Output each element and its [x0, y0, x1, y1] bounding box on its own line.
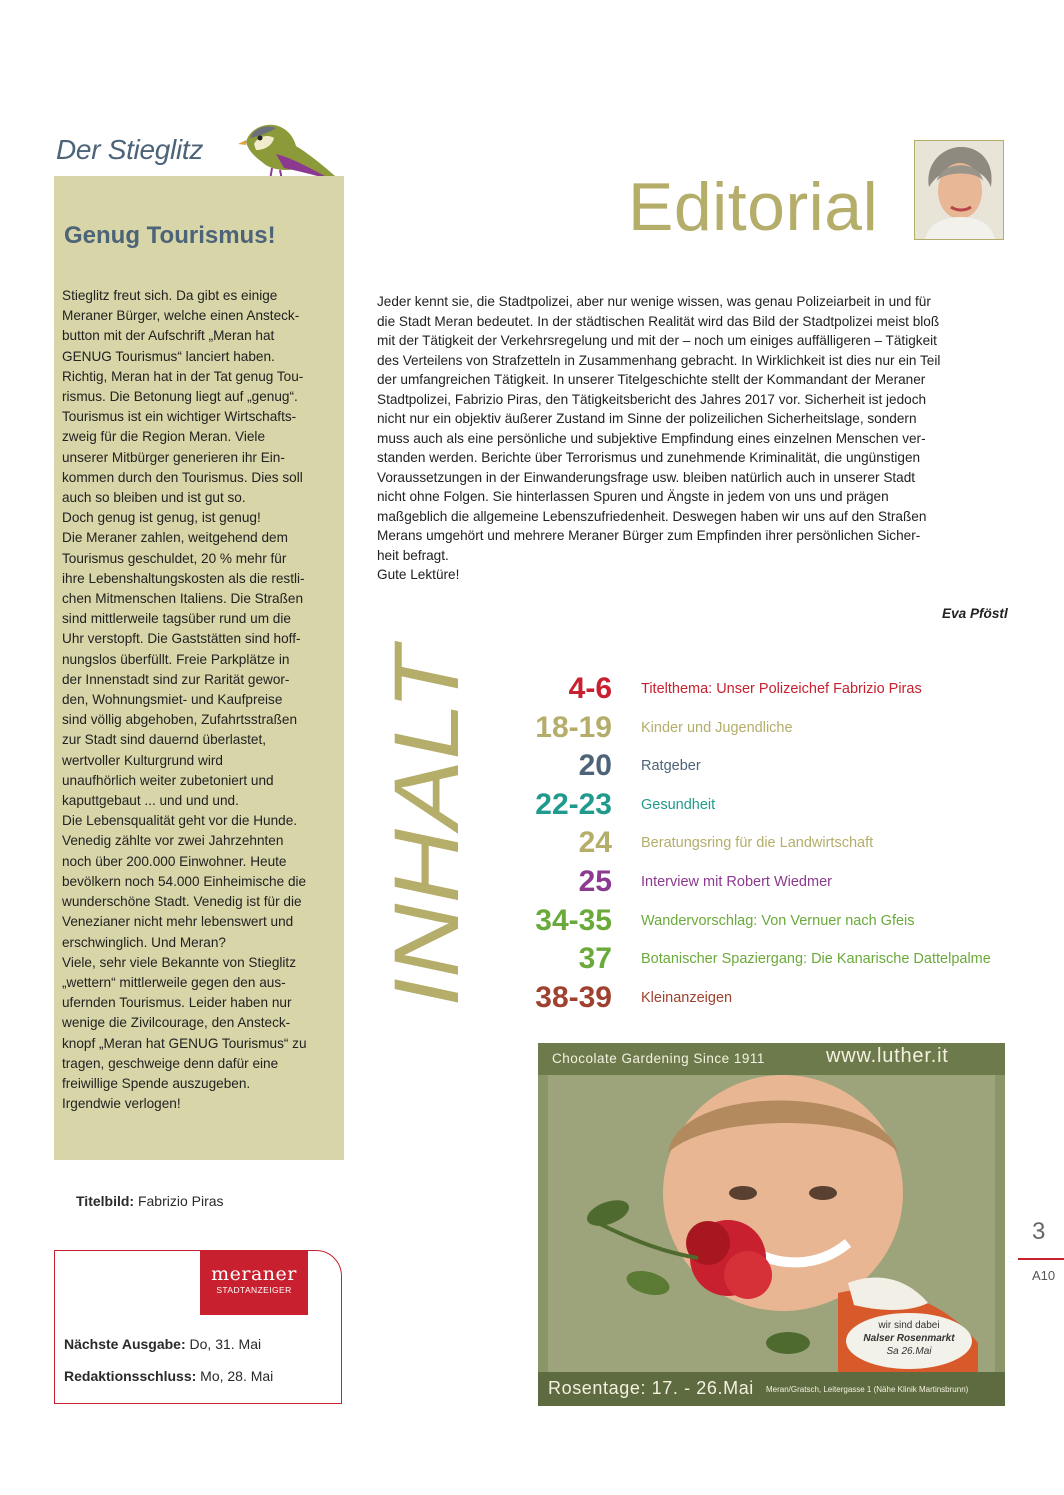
- ad-address: Meran/Gratsch, Leitergasse 1 (Nähe Klinik Martinsbrunn): [766, 1385, 969, 1394]
- luther-advertisement[interactable]: [538, 1043, 1005, 1406]
- editorial-line: Stadtpolizei, Fabrizio Piras, den Tätigkeitsbericht des Jahres 2017 vor. Sicherheit ist jedoch: [377, 391, 927, 407]
- editorial-line: nicht ohne Folgen. Sie hinterlassen Spuren und Ängste in jedem von uns und prägen: [377, 489, 889, 504]
- toc-label: Botanischer Spaziergang: Die Kanarische Dattelpalme: [641, 951, 991, 967]
- stieglitz-line: nungslos überfüllt. Freie Parkplätze in: [62, 651, 290, 667]
- page-number: 3: [1032, 1218, 1046, 1245]
- editorial-line: standen werden. Berichte über Terrorismus und zunehmende Kriminalität, die ungünstigen: [377, 450, 921, 465]
- stieglitz-line: chen Mitmenschen Italiens. Die Straßen: [62, 591, 304, 607]
- stieglitz-line: ufernden Tourismus. Leider haben nur: [62, 995, 292, 1011]
- stieglitz-line: Viele, sehr viele Bekannte von Stieglitz: [62, 954, 297, 970]
- toc-label: Ratgeber: [641, 758, 701, 774]
- stieglitz-line: der Innenstadt sind zur Rarität gewor-: [62, 671, 290, 687]
- page-rule: [1018, 1258, 1064, 1260]
- page-code: A10: [1032, 1268, 1056, 1283]
- stieglitz-line: tragen, geschweige denn dafür eine: [62, 1055, 279, 1071]
- editorial-line: Jeder kennt sie, die Stadtpolizei, aber nur wenige wissen, was genau Polizeiarbeit in und für: [377, 294, 931, 309]
- stieglitz-line: knopf „Meran hat GENUG Tourismus“ zu: [62, 1035, 307, 1051]
- editorial-line: Voraussetzungen in der Einwanderungsfrage usw. bleiben natürlich auch in unserer Stadt: [377, 469, 916, 485]
- stieglitz-line: GENUG Tourismus“ lanciert haben.: [62, 348, 275, 364]
- stieglitz-line: Stieglitz freut sich. Da gibt es einige: [62, 288, 278, 303]
- ad-badge: [846, 1313, 972, 1369]
- stieglitz-heading: Genug Tourismus!: [64, 222, 276, 249]
- toc-item[interactable]: [520, 904, 1040, 940]
- cover-credit-label: Titelbild:: [76, 1193, 135, 1209]
- stieglitz-line: Meraner Bürger, welche einen Ansteck-: [62, 308, 300, 324]
- editorial-line: Merans umgehört und mehrere Meraner Bürger zum Empfinden ihrer persönlichen Sicher-: [377, 528, 921, 543]
- portrait-image: [915, 141, 1003, 239]
- toc-item[interactable]: [520, 749, 1040, 785]
- author-portrait: [914, 140, 1004, 240]
- toc-page-number: 22-23: [535, 788, 612, 821]
- badge-line: Sa 26.Mai: [886, 1346, 932, 1357]
- editorial-deadline: [64, 1368, 273, 1384]
- editorial-line: heit befragt.: [377, 547, 449, 563]
- stieglitz-line: sind mittlerweile tagsüber rund um die: [62, 611, 291, 627]
- stieglitz-line: kaputtgebaut ... und und und.: [62, 793, 239, 809]
- toc-item[interactable]: [520, 942, 1040, 978]
- stieglitz-line: „wettern“ mittlerweile gegen den aus-: [62, 974, 286, 990]
- editorial-line: Gute Lektüre!: [377, 567, 460, 582]
- toc-page-number: 37: [578, 942, 612, 975]
- stieglitz-line: Tourismus geschuldet, 20 % mehr für: [62, 550, 287, 566]
- toc-page-number: 25: [578, 865, 612, 898]
- toc-item[interactable]: [520, 711, 1040, 747]
- cover-credit-value: Fabrizio Piras: [134, 1193, 224, 1209]
- ad-footer: [538, 1372, 1005, 1406]
- stieglitz-line: wenige die Zivilcourage, den Ansteck-: [62, 1015, 291, 1031]
- stieglitz-line: erschwinglich. Und Meran?: [62, 934, 226, 950]
- editorial-line: maßgeblich die allgemeine Lebenszufriedenheit. Deswegen haben wir uns auf den Straßen: [377, 508, 927, 524]
- stieglitz-line: kommen durch den Tourismus. Dies soll: [62, 469, 303, 485]
- stieglitz-line: wunderschöne Stadt. Venedig ist für die: [62, 894, 302, 910]
- meraner-logo: [200, 1251, 308, 1315]
- ad-url[interactable]: www.luther.it: [826, 1045, 949, 1067]
- editorial-line: mit der Tätigkeit der Verkehrsregelung und mit der – noch um einiges auffälligeren – Tätigkeit: [377, 333, 937, 348]
- stieglitz-line: bevölkern noch 54.000 Einheimische die: [62, 873, 307, 889]
- ad-dates: Rosentage: 17. - 26.Mai: [548, 1378, 754, 1398]
- inhalt-title: [374, 640, 478, 1020]
- editorial-title: Editorial: [628, 169, 879, 245]
- toc-page-number: 38-39: [535, 981, 612, 1014]
- next-issue-label: Nächste Ausgabe:: [64, 1336, 186, 1352]
- editorial-author: Eva Pföstl: [942, 606, 1008, 621]
- stieglitz-line: sind völlig abgehoben, Zufahrtsstraßen: [62, 712, 298, 728]
- stieglitz-line: auch so bleiben und ist gut so.: [62, 490, 246, 506]
- stieglitz-line: Uhr verstopft. Die Gaststätten sind hoff-: [62, 631, 301, 647]
- stieglitz-line: zur Stadt sind dauernd überlastet,: [62, 732, 267, 748]
- editorial-line: muss auch als eine persönliche und subjektive Empfindung eines einzelnen Menschen ver-: [377, 430, 926, 446]
- toc-label: Kleinanzeigen: [641, 990, 733, 1006]
- editorial-line: die Stadt Meran bedeutet. In der städtischen Realität wird das Bild der Stadtpolizei meist bloß: [377, 313, 940, 329]
- stieglitz-line: Die Lebensqualität geht vor die Hunde.: [62, 813, 298, 829]
- toc-item[interactable]: [520, 981, 1040, 1017]
- toc-page-number: 24: [578, 826, 612, 859]
- toc-item[interactable]: [520, 826, 1040, 862]
- stieglitz-line: noch über 200.000 Einwohner. Heute: [62, 853, 287, 869]
- cover-credit: [76, 1193, 224, 1209]
- editorial-line: nicht nur ein objektiv äußerer Zustand im Sinne der polizeilichen Sicherheitslage, sondern: [377, 411, 917, 426]
- next-issue: [64, 1336, 261, 1352]
- logo-sub-text: STADTANZEIGER: [216, 1285, 292, 1295]
- stieglitz-title: Der Stieglitz: [56, 134, 204, 165]
- badge-line: wir sind dabei: [878, 1320, 940, 1331]
- stieglitz-body: [62, 286, 338, 1114]
- stieglitz-line: ihre Lebenshaltungskosten als die restli-: [62, 570, 305, 586]
- editorial-body: [377, 292, 1009, 585]
- stieglitz-line: unserer Mitbürger generieren ihr Ein-: [62, 449, 285, 465]
- stieglitz-line: wertvoller Kulturgrund wird: [62, 752, 223, 768]
- badge-line: Nalser Rosenmarkt: [863, 1333, 955, 1344]
- editorial-line: der umfangreichen Tätigkeit. In unserer Titelgeschichte stellt der Kommandant der Meraner: [377, 372, 926, 387]
- ad-slogan: Chocolate Gardening Since 1911: [552, 1051, 765, 1066]
- stieglitz-line: Die Meraner zahlen, weitgehend dem: [62, 530, 288, 546]
- toc-label: Beratungsring für die Landwirtschaft: [641, 835, 874, 851]
- stieglitz-line: rismus. Die Betonung liegt auf „genug“.: [62, 389, 298, 405]
- stieglitz-line: freiwillige Spende auszugeben.: [62, 1075, 251, 1091]
- editorial-line: des Verteilens von Strafzetteln in Zusammenhang gebracht. In Wirklichkeit ist dies nur ein Teil: [377, 352, 941, 368]
- ad-header: [538, 1043, 1005, 1075]
- toc-item[interactable]: [520, 788, 1040, 824]
- toc-label: Interview mit Robert Wiedmer: [641, 874, 832, 890]
- stieglitz-line: Venedig zählte vor zwei Jahrzehnten: [62, 833, 284, 849]
- toc-label: Wandervorschlag: Von Vernuer nach Gfeis: [641, 913, 915, 929]
- toc-label: Gesundheit: [641, 797, 716, 813]
- stieglitz-line: Tourismus ist ein wichtiger Wirtschafts-: [62, 409, 297, 425]
- toc-page-number: 4-6: [568, 672, 612, 705]
- next-issue-value: Do, 31. Mai: [185, 1336, 262, 1352]
- inhalt-title-text: INHALT: [374, 674, 478, 1017]
- stieglitz-line: den, Wohnungsmiet- und Kaufpreise: [62, 692, 283, 708]
- stieglitz-line: zweig für die Region Meran. Viele: [62, 429, 266, 445]
- toc-page-number: 34-35: [535, 904, 612, 937]
- deadline-label: Redaktionsschluss:: [64, 1368, 197, 1384]
- stieglitz-line: Irgendwie verlogen!: [62, 1096, 181, 1112]
- toc-label: Kinder und Jugendliche: [641, 720, 793, 736]
- logo-main-text: meraner: [211, 1263, 297, 1285]
- toc-page-number: 20: [578, 749, 612, 782]
- stieglitz-line: button mit der Aufschrift „Meran hat: [62, 328, 275, 344]
- stieglitz-line: unaufhörlich weiter zubetoniert und: [62, 772, 274, 788]
- stieglitz-line: Richtig, Meran hat in der Tat genug Tou-: [62, 368, 304, 384]
- toc-page-number: 18-19: [535, 711, 612, 744]
- stieglitz-line: Venezianer nicht mehr lebenswert und: [62, 914, 294, 930]
- toc-item[interactable]: [520, 865, 1040, 901]
- deadline-value: Mo, 28. Mai: [196, 1368, 274, 1384]
- stieglitz-line: Doch genug ist genug, ist genug!: [62, 510, 261, 526]
- toc-item[interactable]: [520, 672, 1040, 708]
- toc-label: Titelthema: Unser Polizeichef Fabrizio Piras: [641, 681, 922, 697]
